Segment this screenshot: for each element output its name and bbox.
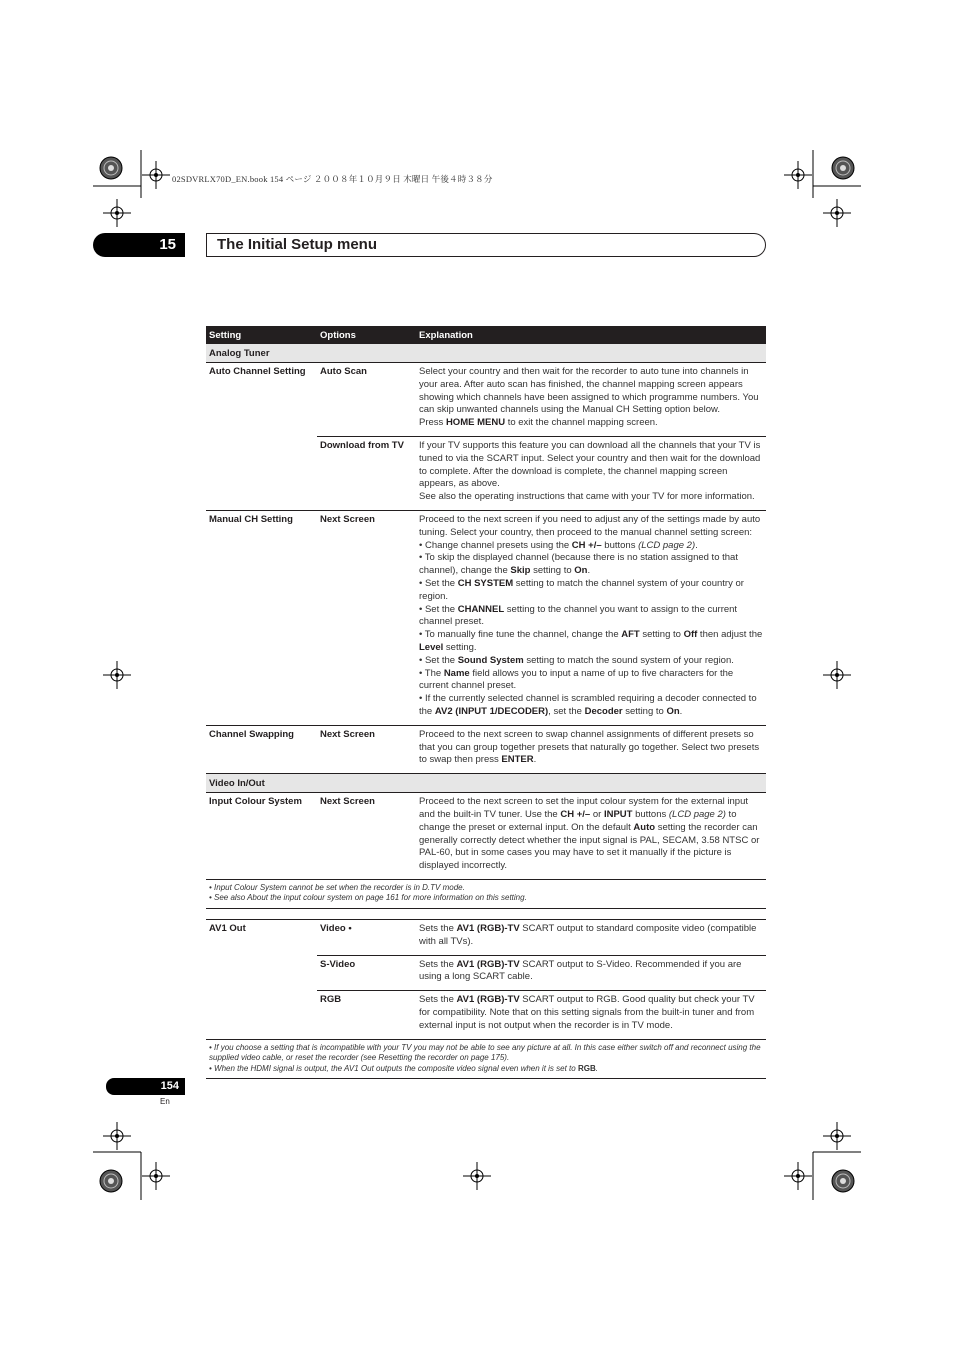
option-row-rgb bbox=[317, 990, 766, 1038]
table-row-manual-ch-setting bbox=[206, 511, 766, 726]
option-explanation: If your TV supports this feature you can download all the channels that your TV is tuned to via the SCART input. Select your country and then wait for the download to complete. After the download is complete, the channel mapping screen appears, as above. See also the operating instructions that came with your TV for more information. bbox=[419, 439, 761, 503]
option-row-next-screen bbox=[317, 511, 766, 725]
setting-label: Auto Channel Setting bbox=[209, 366, 306, 377]
table-row-input-colour-system bbox=[206, 793, 766, 880]
table-header bbox=[206, 326, 766, 344]
note-line: • See also About the input colour system on page 161 for more information on this setting. bbox=[209, 893, 527, 903]
table-row-av1-out bbox=[206, 919, 766, 1040]
table-row-channel-swapping bbox=[206, 726, 766, 774]
note-line: • When the HDMI signal is output, the AV1 Out outputs the composite video signal even when it is set to RGB. bbox=[209, 1063, 598, 1073]
chapter-number: 15 bbox=[93, 233, 185, 257]
option-label: Next Screen bbox=[320, 796, 375, 808]
table-note-av1-out bbox=[206, 1040, 766, 1080]
setting-label: Input Colour System bbox=[209, 796, 302, 808]
page-number: 154 bbox=[106, 1078, 185, 1095]
option-row-download-from-tv bbox=[317, 436, 766, 510]
option-explanation: Sets the AV1 (RGB)-TV SCART output to standard composite video (compatible with all TVs). bbox=[419, 923, 757, 947]
option-row-next-screen bbox=[317, 793, 766, 879]
option-label: Next Screen bbox=[320, 513, 375, 525]
chapter-title: The Initial Setup menu bbox=[206, 233, 766, 257]
settings-table bbox=[206, 326, 766, 1079]
option-explanation: Proceed to the next screen to swap channel assignments of different presets so that you can group together presets that naturally go together. Select two presets to swap then press ENTER. bbox=[419, 728, 760, 766]
option-row-auto-scan bbox=[317, 363, 766, 436]
option-label: RGB bbox=[320, 994, 342, 1006]
option-explanation: Proceed to the next screen if you need to adjust any of the settings made by auto tuning. Select your country, then proceed to the manual channel setting screen: • Change channel presets using the CH +/– buttons (LCD page 2). • To skip the displayed channel (because there is no station assigned to that channel), change the Skip setting to On. • Set the CH SYSTEM setting to match the channel system of your country or region. • Set the CHANNEL setting to the channel you want to assign to the current channel preset. • To manually fine tune the channel, change the AFT setting to Off then adjust the Level setting. • Set the Sound System setting to match the sound system of your region. • The Name field allows you to input a name of up to five characters for the current channel preset. • If the currently selected channel is scrambled requiring a decoder connected to the AV2 (INPUT 1/DECODER), set the Decoder setting to On. bbox=[419, 513, 763, 717]
section-video-inout: Video In/Out bbox=[206, 774, 766, 793]
table-note-input-colour bbox=[206, 880, 766, 909]
option-row-s-video bbox=[317, 955, 766, 991]
setting-label: AV1 Out bbox=[209, 923, 246, 935]
setting-label: Channel Swapping bbox=[209, 728, 294, 740]
option-row-video bbox=[317, 920, 766, 955]
page-language: En bbox=[160, 1097, 170, 1106]
option-explanation: Sets the AV1 (RGB)-TV SCART output to RGB. Good quality but check your TV for compatibility. Note that on this setting signals from the built-in tuner and from external input is not output when the recorder is in TV mode. bbox=[419, 994, 755, 1031]
setting-label: Manual CH Setting bbox=[209, 513, 293, 525]
column-header-options: Options bbox=[320, 329, 356, 341]
column-header-setting: Setting bbox=[209, 329, 242, 341]
option-row-next-screen bbox=[317, 726, 766, 773]
note-line: • If you choose a setting that is incompatible with your TV you may not be able to see any picture at all. In this case either switch off and reconnect using the supplied video cable, or reset the recorder (see Resetting the recorder on page 175). bbox=[209, 1042, 761, 1063]
note-line: • Input Colour System cannot be set when the recorder is in D.TV mode. bbox=[209, 882, 465, 892]
option-explanation: Sets the AV1 (RGB)-TV SCART output to S-Video. Recommended if you are using a long SCART cable. bbox=[419, 958, 742, 983]
option-label: Video • bbox=[320, 923, 352, 935]
option-label: S-Video bbox=[320, 958, 356, 970]
column-header-explanation: Explanation bbox=[419, 329, 473, 341]
option-label: Download from TV bbox=[320, 439, 404, 451]
option-label: Auto Scan bbox=[320, 366, 367, 377]
option-explanation: Proceed to the next screen to set the input colour system for the external input and the built-in TV tuner. Use the CH +/– or INPUT buttons (LCD page 2) to change the preset or external input. On the default Auto setting the recorder can generally correctly detect whether the input signal is PAL, SECAM, 3.58 NTSC or PAL-60, but in some cases you may have to set it manually if the picture is displayed incorrectly. bbox=[419, 796, 760, 872]
section-analog-tuner: Analog Tuner bbox=[206, 344, 766, 363]
option-explanation: Select your country and then wait for the recorder to auto tune into channels in your area. After auto scan has finished, the channel mapping screen appears showing which channels have been assigned to which programme numbers. You can skip unwanted channels using the Manual CH Setting option below. Press HOME MENU to exit the channel mapping screen. bbox=[419, 366, 759, 429]
option-label: Next Screen bbox=[320, 728, 375, 740]
book-file-line: 02SDVRLX70D_EN.book 154 ページ ２００８年１０月９日 木曜日 午後４時３８分 bbox=[172, 174, 493, 184]
table-row-auto-channel-setting bbox=[206, 363, 766, 511]
